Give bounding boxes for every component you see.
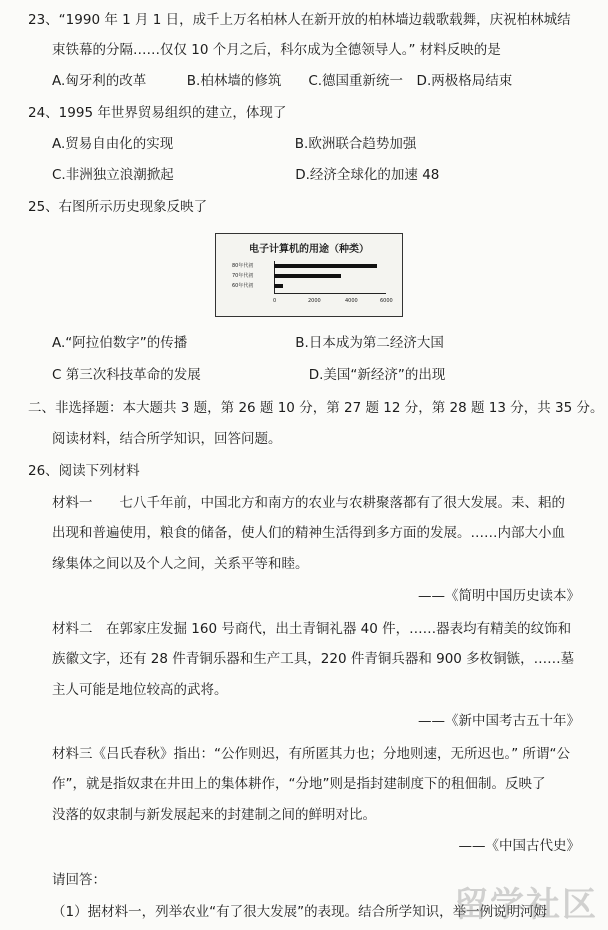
- q24-stem: 24、1995 年世界贸易组织的建立，体现了: [28, 105, 287, 121]
- chart-tick-label: 6000: [380, 298, 393, 304]
- section-two-instruction: 阅读材料，结合所学知识，回答问题。: [52, 431, 282, 447]
- q23-line1: 23、“1990 年 1 月 1 日，成千上万名柏林人在新开放的柏林墙边载歌载舞，庆祝柏林城结: [28, 12, 571, 28]
- chart-tick-label: 2000: [308, 298, 321, 304]
- material-three-line1: 材料三《吕氏春秋》指出：“公作则迟，有所匿其力也；分地则速，无所迟也。” 所谓“公: [52, 746, 571, 762]
- material-two-line2: 族徽文字，还有 28 件青铜乐器和生产工具，220 件青铜兵器和 900 多枚铜镞，……墓: [52, 651, 575, 667]
- answer-prompt: 请回答：: [52, 872, 106, 888]
- q25-options-cd: C 第三次科技革命的发展 D.美国“新经济”的出现: [52, 367, 446, 383]
- computer-usage-chart: [215, 233, 403, 317]
- q23-line2: 束铁幕的分隔……仅仅 10 个月之后，科尔成为全德领导人。” 材料反映的是: [52, 42, 501, 58]
- chart-category-label: 60年代初: [232, 283, 254, 289]
- chart-bar: [274, 274, 341, 278]
- q24-options-cd: C.非洲独立浪潮掀起 D.经济全球化的加速 48: [52, 167, 440, 183]
- q25-stem: 25、右图所示历史现象反映了: [28, 199, 208, 215]
- q24-options-ab: A.贸易自由化的实现 B.欧洲联合趋势加强: [52, 136, 417, 152]
- chart-x-axis: [274, 293, 386, 294]
- material-three-line3: 没落的奴隶制与新发展起来的封建制之间的鲜明对比。: [52, 807, 376, 823]
- material-two-source: ——《新中国考古五十年》: [418, 713, 580, 729]
- material-one-line3: 缘集体之间以及个人之间，关系平等和睦。: [52, 556, 309, 572]
- q25-options-ab: A.“阿拉伯数字”的传播 B.日本成为第二经济大国: [52, 335, 444, 351]
- chart-bar: [274, 264, 377, 268]
- material-three-source: ——《中国古代史》: [458, 838, 580, 854]
- section-two-heading: 二、非选择题：本大题共 3 题，第 26 题 10 分，第 27 题 12 分，第 28 题 13 分，共 35 分。: [28, 400, 604, 416]
- material-three-line2: 作”，就是指奴隶在井田上的集体耕作，“分地”则是指封建制度下的租佃制。反映了: [52, 776, 546, 792]
- chart-category-label: 80年代初: [232, 263, 254, 269]
- material-one-line2: 出现和普遍使用，粮食的储备，使人们的精神生活得到多方面的发展。……内部大小血: [52, 525, 565, 541]
- chart-category-label: 70年代初: [232, 273, 254, 279]
- q26-part1: （1）据材料一，列举农业“有了很大发展”的表现。结合所学知识，举一例说明河姆: [52, 904, 548, 920]
- chart-title: 电子计算机的用途（种类）: [249, 244, 369, 255]
- material-two-line3: 主人可能是地位较高的武将。: [52, 682, 228, 698]
- material-two-line1: 材料二 在郭家庄发掘 160 号商代，出土青铜礼器 40 件，……器表均有精美的纹饰和: [52, 621, 572, 637]
- chart-tick-label: 4000: [345, 298, 358, 304]
- q23-options: A.匈牙利的改革 B.柏林墙的修筑 C.德国重新统一 D.两极格局结束: [52, 73, 513, 89]
- material-one-line1: 材料一 七八千年前，中国北方和南方的农业与农耕聚落都有了很大发展。耒、耜的: [52, 495, 565, 511]
- watermark-logo: 留学社区: [454, 885, 598, 925]
- q26-heading: 26、阅读下列材料: [28, 463, 140, 479]
- chart-bar: [274, 284, 283, 288]
- chart-tick-label: 0: [273, 298, 277, 304]
- material-one-source: ——《简明中国历史读本》: [418, 588, 580, 604]
